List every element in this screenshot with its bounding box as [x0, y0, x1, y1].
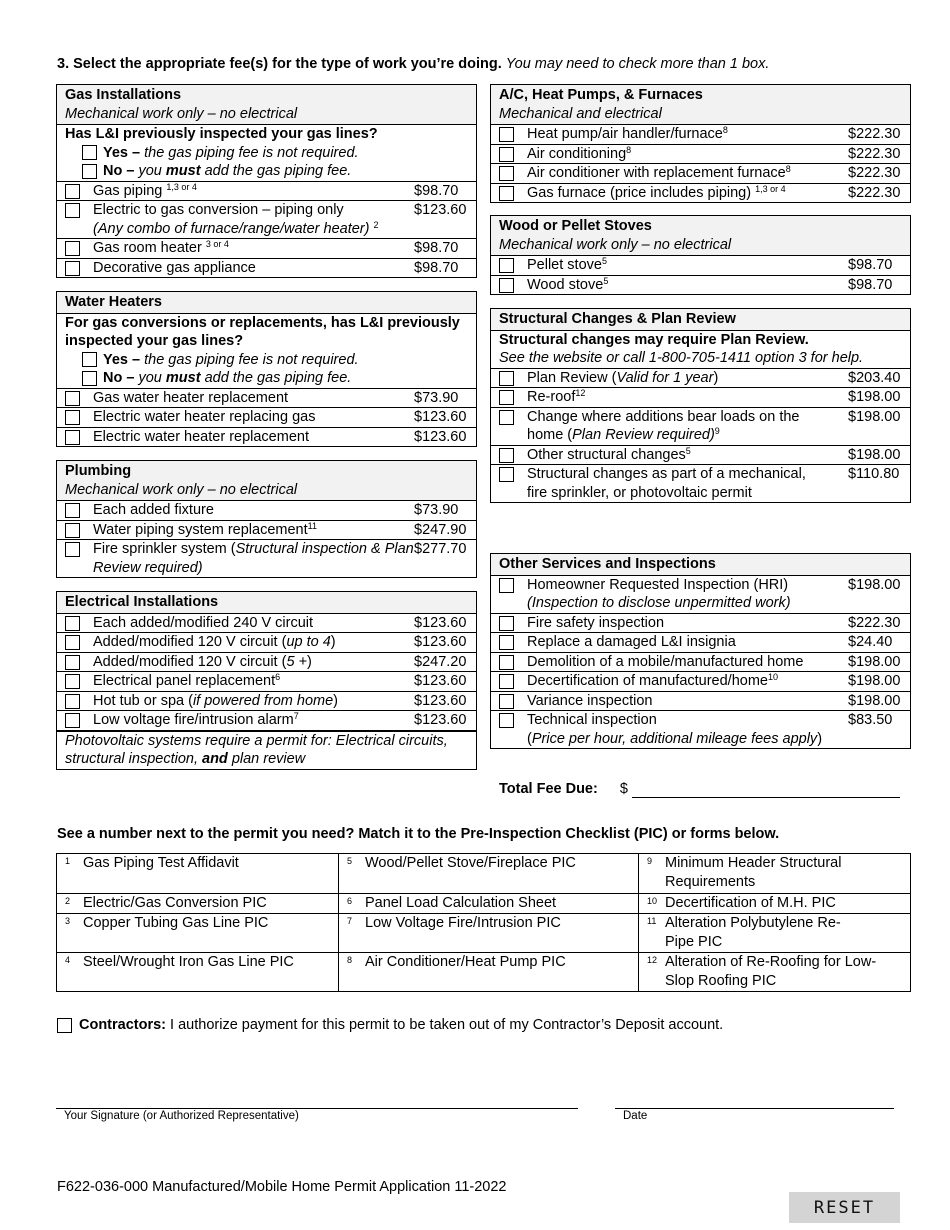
pic-name: Steel/Wrought Iron Gas Line PIC — [83, 954, 294, 970]
fee-price: $198.00 — [848, 446, 901, 463]
fee-price: $198.00 — [848, 576, 901, 593]
wood-subtitle: Mechanical work only – no electrical — [499, 236, 732, 253]
fee-label-note: if powered from home — [192, 692, 334, 709]
pic-table — [56, 853, 911, 992]
structural-title: Structural Changes & Plan Review — [499, 311, 736, 327]
signature-label: Your Signature (or Authorized Representative) — [64, 1110, 299, 1122]
water-heaters-box — [56, 291, 477, 447]
pic-number: 4 — [65, 955, 71, 965]
other-title: Other Services and Inspections — [499, 556, 716, 572]
fee-row-structural-part-of-permit[interactable] — [491, 465, 910, 502]
water-question-block — [57, 314, 476, 389]
fee-row-wood-stove[interactable] — [491, 276, 910, 295]
fee-checkbox[interactable] — [499, 578, 514, 593]
fee-row-plan-review[interactable] — [491, 369, 910, 389]
pic-cell — [339, 854, 639, 894]
water-no-checkbox[interactable] — [82, 371, 97, 386]
fee-price: $123.60 — [414, 409, 467, 425]
fee-row-hot-tub[interactable] — [57, 692, 476, 712]
structural-intro-bold: Structural changes may require Plan Review. — [499, 331, 809, 348]
wood-title: Wood or Pellet Stoves — [499, 218, 652, 234]
fee-price: $123.60 — [414, 614, 467, 631]
fee-row-technical[interactable]: Technical inspection (Price per hour, additional mileage fees apply) $83.50 — [491, 711, 910, 748]
footnote-ref: 1,3 or 4 — [755, 183, 786, 194]
pic-number: 8 — [347, 955, 353, 965]
fee-label: Change where additions bear loads on the home ( — [527, 408, 800, 443]
fee-checkbox[interactable] — [65, 430, 80, 445]
gas-installations-box — [56, 84, 477, 278]
fee-price: $198.00 — [848, 673, 901, 689]
fee-checkbox[interactable] — [65, 503, 80, 518]
fee-checkbox[interactable] — [65, 674, 80, 689]
water-no-must: must — [165, 370, 201, 386]
gas-yes-checkbox[interactable] — [82, 145, 97, 160]
fee-row-gas-water-heater[interactable] — [57, 389, 476, 409]
date-field[interactable] — [615, 1108, 894, 1122]
fee-checkbox[interactable] — [499, 390, 514, 405]
fee-price: $222.30 — [848, 126, 901, 142]
fee-row-demolition[interactable] — [491, 653, 910, 673]
fee-label: Fire sprinkler system ( — [93, 541, 236, 557]
gas-no-must: must — [165, 163, 201, 179]
fee-price: $123.60 — [414, 712, 467, 728]
gas-no-text1: you — [138, 163, 162, 179]
fee-label: Gas piping — [93, 182, 163, 199]
table-row — [57, 894, 911, 914]
pic-number: 6 — [347, 896, 353, 906]
fee-label-end: ) — [333, 692, 339, 709]
fee-row-air-conditioning[interactable] — [491, 145, 910, 165]
section-heading — [57, 56, 769, 72]
pic-name: Copper Tubing Gas Line PIC — [83, 915, 269, 931]
water-no-bold: No – — [103, 370, 135, 386]
fee-checkbox[interactable] — [65, 410, 80, 425]
gas-question: Has L&I previously inspected your gas lines? — [65, 126, 378, 142]
pic-name: Minimum Header Structural Requirements — [665, 855, 842, 890]
pic-cell — [339, 953, 639, 992]
fee-row-pellet-stove[interactable] — [491, 256, 910, 276]
pic-cell — [639, 953, 911, 992]
fee-label: Water piping system replacement — [93, 521, 308, 538]
electrical-title: Electrical Installations — [65, 594, 219, 610]
fee-row-additions-bear-loads[interactable] — [491, 408, 910, 446]
fee-checkbox[interactable] — [499, 147, 514, 162]
fee-row-gas-piping[interactable] — [57, 182, 476, 202]
fee-price: $123.60 — [414, 673, 467, 689]
fee-label: Decorative gas appliance — [93, 259, 256, 276]
fee-label-end: ) — [330, 634, 336, 650]
fee-row-gas-furnace[interactable] — [491, 184, 910, 203]
fee-price: $98.70 — [414, 182, 459, 199]
plumbing-title: Plumbing — [65, 463, 132, 479]
fee-label: Other structural changes — [527, 446, 686, 463]
table-row — [57, 854, 911, 894]
fee-checkbox[interactable] — [499, 655, 514, 670]
fee-price: $123.60 — [414, 202, 467, 218]
fee-label-note: (Inspection to disclose unpermitted work) — [527, 595, 791, 611]
fee-price: $73.90 — [414, 502, 459, 518]
pic-number: 7 — [347, 916, 353, 926]
total-fee-input[interactable] — [632, 781, 900, 798]
fee-checkbox[interactable] — [499, 635, 514, 650]
fee-label: Gas room heater — [93, 240, 202, 256]
fee-label-note: up to 4 — [286, 634, 331, 650]
fee-price: $98.70 — [414, 259, 459, 276]
fee-row-low-voltage[interactable] — [57, 711, 476, 731]
reset-button[interactable]: RESET — [789, 1192, 900, 1223]
date-label: Date — [623, 1110, 648, 1122]
fee-label: Replace a damaged L&I insignia — [527, 634, 736, 650]
electrical-header — [57, 592, 476, 614]
fee-row-ac-with-furnace[interactable] — [491, 164, 910, 184]
fee-row-hri[interactable] — [491, 576, 910, 614]
water-yes-text: the gas piping fee is not required. — [144, 351, 359, 368]
fee-label: Hot tub or spa ( — [93, 692, 193, 709]
plumbing-box — [56, 460, 477, 578]
table-row — [57, 914, 911, 953]
fee-label: Air conditioning — [527, 145, 627, 162]
fee-row-re-roof[interactable] — [491, 388, 910, 408]
footnote-ref: 7 — [293, 711, 299, 721]
plumbing-header — [57, 461, 476, 501]
gas-yes-option[interactable] — [65, 144, 468, 163]
photovoltaic-note — [57, 731, 476, 769]
fee-label: Re-roof — [527, 389, 576, 405]
footnote-ref: 5 — [601, 256, 607, 266]
fee-label: Low voltage fire/intrusion alarm — [93, 712, 294, 728]
fee-row-heat-pump[interactable] — [491, 125, 910, 145]
fee-checkbox[interactable] — [499, 127, 514, 142]
heading-bold: 3. Select the appropriate fee(s) for the type of work you’re doing. — [57, 56, 502, 72]
fee-row-electric-water-heater[interactable] — [57, 428, 476, 447]
fee-label: Wood stove — [527, 276, 604, 293]
footnote-ref: 8 — [785, 164, 791, 174]
fee-checkbox[interactable] — [65, 391, 80, 406]
gas-question-block — [57, 125, 476, 182]
fee-label: Variance inspection — [527, 692, 653, 709]
fee-checkbox[interactable] — [499, 258, 514, 273]
fee-label: Each added fixture — [93, 502, 214, 518]
pic-number: 3 — [65, 916, 71, 926]
fee-row-fire-sprinkler[interactable] — [57, 540, 476, 577]
fee-label: Plan Review ( — [527, 369, 617, 386]
fee-label: Added/modified 120 V circuit ( — [93, 653, 287, 670]
footnote-ref: 10 — [768, 672, 779, 682]
fee-label: Homeowner Requested Inspection (HRI) — [527, 576, 789, 593]
fee-price: $198.00 — [848, 692, 901, 709]
footnote-ref: 8 — [626, 144, 632, 155]
footnote-ref: 8 — [722, 125, 728, 135]
gas-no-option[interactable] — [65, 162, 468, 181]
other-services-box — [490, 553, 911, 749]
fee-row-120v-up-to-4[interactable] — [57, 633, 476, 653]
pic-number: 12 — [647, 955, 658, 965]
fee-checkbox[interactable] — [65, 203, 80, 218]
fee-checkbox[interactable] — [499, 186, 514, 201]
pic-number: 11 — [647, 916, 657, 926]
fee-price: $198.00 — [848, 653, 901, 670]
ac-title: A/C, Heat Pumps, & Furnaces — [499, 87, 703, 103]
fee-row-electric-to-gas[interactable] — [57, 201, 476, 239]
fee-price: $123.60 — [414, 428, 467, 445]
pic-number: 9 — [647, 856, 653, 866]
fee-checkbox[interactable] — [65, 655, 80, 670]
fee-label: Electric water heater replacement — [93, 428, 309, 445]
pic-name: Electric/Gas Conversion PIC — [83, 895, 267, 911]
fee-checkbox[interactable] — [499, 166, 514, 181]
fee-label-note: 5 + — [286, 653, 307, 670]
pic-cell — [639, 894, 911, 914]
fee-price: $98.70 — [848, 276, 893, 293]
water-header — [57, 292, 476, 314]
gas-yes-text: the gas piping fee is not required. — [144, 144, 359, 161]
structural-header — [491, 309, 910, 331]
footnote-ref: 5 — [685, 445, 691, 456]
fee-checkbox[interactable] — [65, 523, 80, 538]
heading-italic: You may need to check more than 1 box. — [505, 56, 770, 72]
water-yes-option[interactable] — [65, 351, 468, 370]
footnote-ref: 3 or 4 — [205, 239, 229, 249]
pic-cell — [57, 953, 339, 992]
fee-label: Demolition of a mobile/manufactured home — [527, 653, 804, 670]
fee-price: $222.30 — [848, 184, 901, 201]
fee-checkbox[interactable] — [65, 241, 80, 256]
contractors-checkbox[interactable] — [57, 1018, 72, 1033]
fee-checkbox[interactable] — [499, 410, 514, 425]
signature-field[interactable] — [56, 1108, 578, 1122]
fee-checkbox[interactable] — [65, 635, 80, 650]
pic-cell — [639, 914, 911, 953]
pic-cell — [339, 894, 639, 914]
pic-name: Low Voltage Fire/Intrusion PIC — [365, 915, 561, 931]
fee-checkbox[interactable] — [499, 278, 514, 293]
fee-row-decorative-gas[interactable] — [57, 259, 476, 278]
fee-row-electric-replacing-gas[interactable] — [57, 408, 476, 428]
fee-label: Gas furnace (price includes piping) — [527, 184, 752, 201]
fee-row-insignia[interactable] — [491, 633, 910, 653]
total-currency: $ — [619, 781, 628, 797]
fee-checkbox[interactable] — [65, 616, 80, 631]
fee-checkbox[interactable] — [65, 713, 80, 728]
form-footer: F622-036-000 Manufactured/Mobile Home Permit Application 11-2022 — [57, 1179, 507, 1195]
pic-name: Panel Load Calculation Sheet — [365, 895, 557, 911]
pic-name: Gas Piping Test Affidavit — [83, 855, 239, 871]
fee-label-end: ) — [307, 653, 312, 670]
gas-title: Gas Installations — [65, 87, 182, 103]
total-fee — [499, 781, 900, 798]
fee-label: Added/modified 120 V circuit ( — [93, 634, 287, 650]
fee-label: Fire safety inspection — [527, 614, 665, 631]
pic-number: 1 — [65, 856, 71, 866]
ac-subtitle: Mechanical and electrical — [499, 105, 662, 122]
contractors-text: I authorize payment for this permit to be taken out of my Contractor’s Deposit account. — [170, 1017, 724, 1033]
table-row — [57, 953, 911, 992]
fee-label: Pellet stove — [527, 257, 602, 273]
fee-price: $203.40 — [848, 369, 901, 386]
fee-checkbox[interactable] — [65, 542, 80, 557]
fee-label: Decertification of manufactured/home — [527, 673, 768, 689]
ac-box — [490, 84, 911, 203]
water-no-text2: add the gas piping fee. — [204, 370, 352, 386]
fee-price: $123.60 — [414, 692, 467, 709]
fee-price: $98.70 — [414, 240, 459, 256]
electrical-box — [56, 591, 477, 770]
note-and: and — [202, 751, 228, 767]
water-no-text1: you — [138, 370, 162, 386]
fee-price: $123.60 — [414, 634, 467, 650]
footnote-ref: 5 — [603, 275, 609, 286]
fee-row-other-structural[interactable] — [491, 446, 910, 466]
footnote-ref: 2 — [373, 219, 379, 230]
fee-row-panel-replacement[interactable] — [57, 672, 476, 692]
water-title: Water Heaters — [65, 294, 162, 310]
note-part1: Photovoltaic systems require a permit for: Electrical circuits, structural inspection, — [65, 732, 448, 767]
pic-cell — [639, 854, 911, 894]
fee-label: Electrical panel replacement — [93, 673, 276, 689]
fee-label: Heat pump/air handler/furnace — [527, 126, 723, 142]
pic-cell — [57, 914, 339, 953]
water-question: For gas conversions or replacements, has L&I previously inspected your gas lines? — [65, 314, 460, 349]
fee-label-note: Valid for 1 year — [616, 369, 714, 386]
pic-cell — [57, 854, 339, 894]
water-yes-checkbox[interactable] — [82, 352, 97, 367]
pic-name: Alteration of Re-Roofing for Low-Slop Roofing PIC — [665, 954, 877, 989]
gas-yes-bold: Yes – — [103, 144, 141, 161]
total-fee-label: Total Fee Due: — [499, 781, 598, 797]
water-yes-bold: Yes – — [103, 351, 141, 368]
fee-row-fire-safety[interactable] — [491, 614, 910, 634]
gas-no-checkbox[interactable] — [82, 164, 97, 179]
fee-price: $222.30 — [848, 165, 901, 181]
fee-label: Gas water heater replacement — [93, 389, 289, 406]
contractors-authorization[interactable] — [57, 1017, 723, 1033]
fee-price: $247.20 — [414, 653, 467, 670]
fee-price: $98.70 — [848, 257, 893, 273]
fee-label-end: ) — [713, 369, 719, 386]
fee-label: Technical inspection — [527, 712, 657, 728]
fee-checkbox[interactable] — [499, 694, 514, 709]
fee-checkbox[interactable] — [499, 713, 514, 728]
fee-row-240v[interactable] — [57, 614, 476, 634]
other-header — [491, 554, 910, 576]
fee-price: $277.70 — [414, 541, 467, 557]
fee-price: $198.00 — [848, 389, 901, 405]
fee-checkbox[interactable] — [499, 674, 514, 689]
structural-box — [490, 308, 911, 503]
fee-row-gas-room-heater[interactable] — [57, 239, 476, 259]
contractors-label: Contractors: — [79, 1017, 167, 1033]
structural-intro — [491, 331, 910, 369]
pic-number: 10 — [647, 896, 658, 906]
water-no-option[interactable] — [65, 369, 468, 388]
gas-no-bold: No – — [103, 163, 135, 179]
fee-price: $247.90 — [414, 521, 467, 538]
pic-number: 2 — [65, 896, 71, 906]
fee-label: Electric water heater replacing gas — [93, 409, 316, 425]
fee-label: Structural changes as part of a mechanical, fire sprinkler, or photovoltaic permit — [527, 466, 806, 501]
fee-label-note: Price per hour, additional mileage fees apply — [531, 730, 818, 747]
fee-label-note: Structural inspection & Plan Review required) — [93, 541, 414, 576]
fee-price: $222.30 — [848, 145, 901, 162]
fee-price: $110.80 — [848, 466, 900, 482]
fee-label-note: (Any combo of furnace/range/water heater) — [93, 220, 370, 237]
fee-label: Each added/modified 240 V circuit — [93, 614, 314, 631]
ac-header — [491, 85, 910, 125]
footnote-ref: 1,3 or 4 — [166, 181, 197, 192]
note-part2: plan review — [231, 751, 306, 767]
fee-price: $198.00 — [848, 408, 901, 425]
fee-price: $83.50 — [848, 712, 893, 728]
structural-intro-italic: See the website or call 1-800-705-1411 option 3 for help. — [499, 350, 864, 366]
wood-header — [491, 216, 910, 256]
fee-checkbox[interactable] — [499, 467, 514, 482]
fee-row-variance[interactable] — [491, 692, 910, 712]
footnote-ref: 6 — [275, 672, 281, 682]
fee-row-added-fixture[interactable] — [57, 501, 476, 521]
fee-row-120v-5-plus[interactable] — [57, 653, 476, 673]
fee-checkbox[interactable] — [65, 694, 80, 709]
fee-label: Electric to gas conversion – piping only — [93, 202, 344, 218]
fee-label-note: Plan Review required) — [572, 427, 715, 443]
fee-price: $24.40 — [848, 634, 893, 650]
gas-subtitle: Mechanical work only – no electrical — [65, 105, 298, 122]
wood-stoves-box — [490, 215, 911, 295]
plumbing-subtitle: Mechanical work only – no electrical — [65, 481, 298, 498]
fee-price: $222.30 — [848, 614, 901, 631]
pic-instructions: See a number next to the permit you need? Match it to the Pre-Inspection Checklist (PIC) or forms below. — [57, 826, 780, 842]
fee-label: Air conditioner with replacement furnace — [527, 165, 786, 181]
footnote-ref: 12 — [575, 388, 586, 398]
pic-name: Air Conditioner/Heat Pump PIC — [365, 954, 566, 970]
footnote-ref: 11 — [307, 520, 317, 531]
fee-checkbox[interactable] — [499, 616, 514, 631]
fee-price: $73.90 — [414, 389, 459, 406]
fee-row-water-piping[interactable] — [57, 521, 476, 541]
footnote-ref: 9 — [714, 426, 720, 436]
fee-checkbox[interactable] — [65, 184, 80, 199]
fee-checkbox[interactable] — [65, 261, 80, 276]
pic-name: Decertification of M.H. PIC — [665, 895, 836, 911]
gas-header — [57, 85, 476, 125]
fee-checkbox[interactable] — [499, 448, 514, 463]
pic-cell — [57, 894, 339, 914]
fee-row-decertification[interactable] — [491, 672, 910, 692]
pic-name: Alteration Polybutylene Re-Pipe PIC — [665, 915, 841, 950]
fee-checkbox[interactable] — [499, 371, 514, 386]
pic-name: Wood/Pellet Stove/Fireplace PIC — [365, 855, 576, 871]
pic-cell — [339, 914, 639, 953]
gas-no-text2: add the gas piping fee. — [204, 163, 352, 179]
pic-number: 5 — [347, 856, 353, 866]
